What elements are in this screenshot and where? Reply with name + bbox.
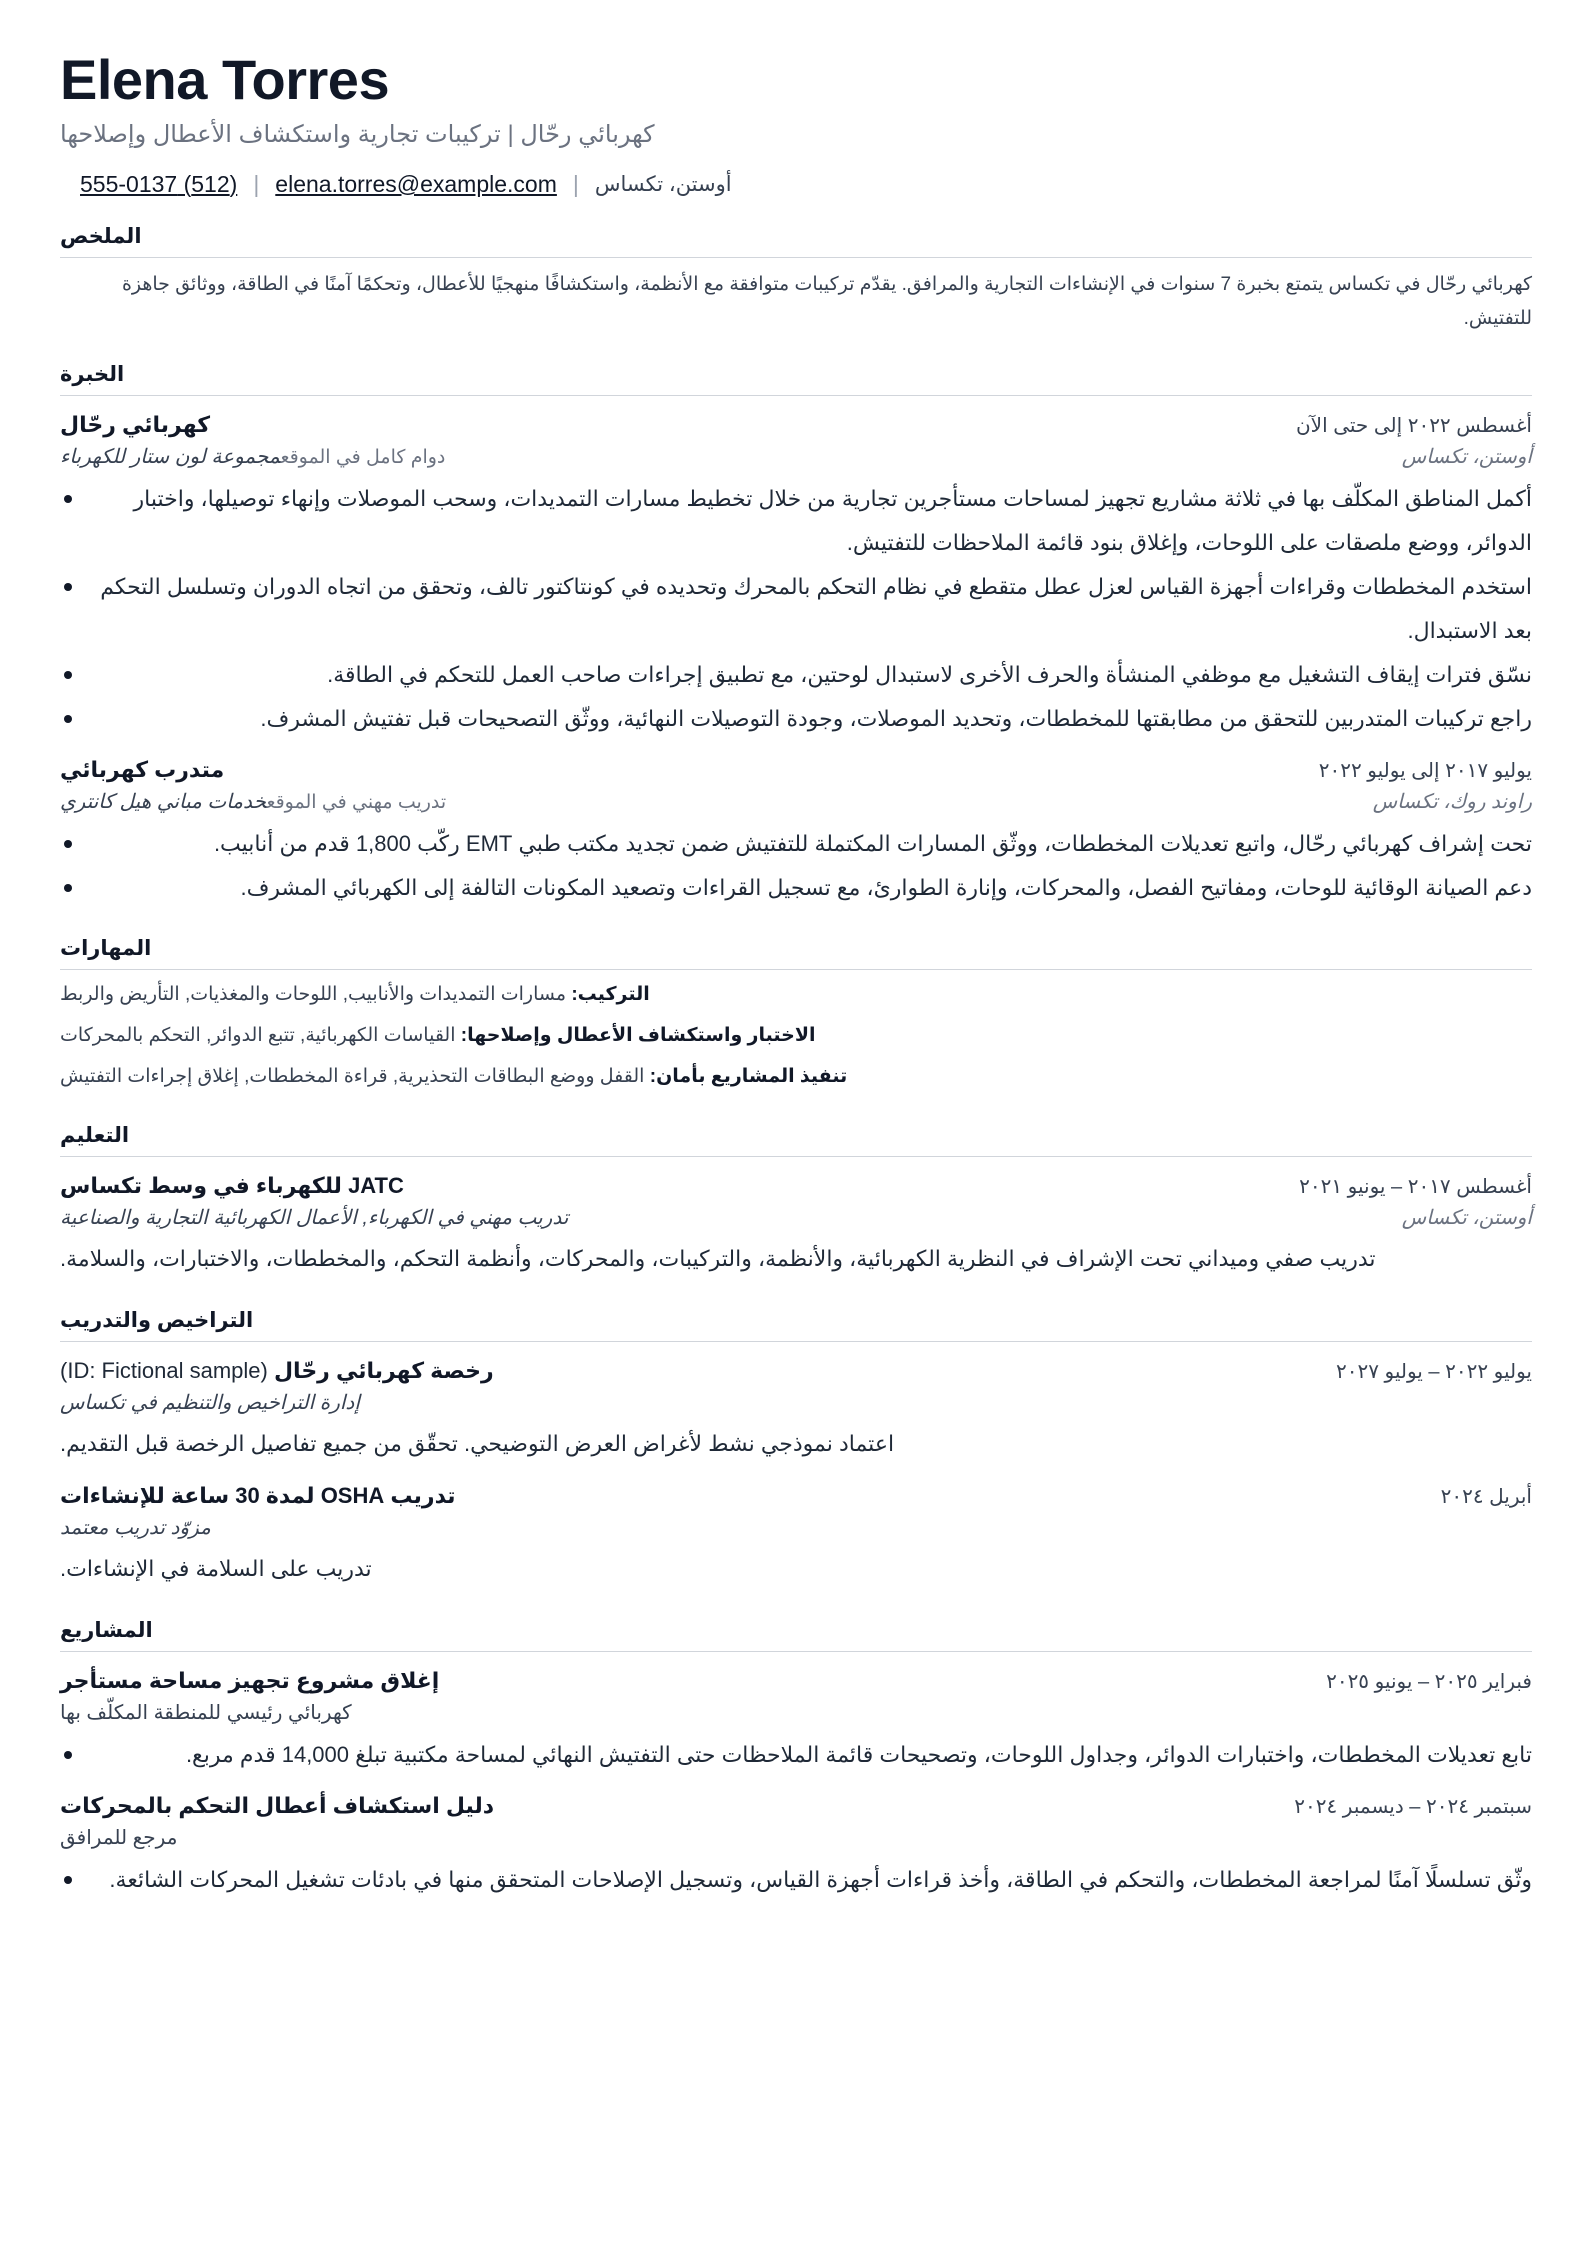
job-location: راوند روك، تكساس bbox=[1372, 791, 1532, 813]
job-bullets bbox=[60, 477, 1532, 741]
project-title: دليل استكشاف أعطال التحكم بالمحركات bbox=[60, 1793, 495, 1818]
education-section bbox=[60, 1123, 1532, 1282]
license-title-line bbox=[60, 1358, 494, 1384]
list-item: دعم الصيانة الوقائية للوحات، ومفاتيح الفصل، والمحركات، وإنارة الطوارئ، مع تسجيل القراءات وتصعيد المكونات التالفة إلى الكهربائي المشرف. bbox=[60, 866, 1532, 910]
license-issuer: إدارة التراخيص والتنظيم في تكساس bbox=[60, 1392, 360, 1414]
employer-line bbox=[60, 789, 446, 814]
list-item: راجع تركيبات المتدربين للتحقق من مطابقتها للمخططات، وتحديد الموصلات، وجودة التوصيلات النهائية، ووثّق التصحيحات قبل تفتيش المشرف. bbox=[60, 697, 1532, 741]
list-item: وثّق تسلسلًا آمنًا لمراجعة المخططات، والتحكم في الطاقة، وأخذ قراءات أجهزة القياس، وتسجيل الإصلاحات المتحقق منها في بادئات تشغيل المحركات الشائعة. bbox=[60, 1858, 1532, 1902]
skill-text: القياسات الكهربائية, تتبع الدوائر, التحكم بالمحركات bbox=[60, 1025, 456, 1046]
license-id: (ID: Fictional sample) bbox=[60, 1358, 268, 1383]
section-title: التراخيص والتدريب bbox=[60, 1308, 1532, 1342]
skill-row bbox=[60, 1015, 1532, 1056]
experience-section bbox=[60, 362, 1532, 910]
experience-entry bbox=[60, 412, 1532, 741]
employment-type: دوام كامل في الموقع bbox=[280, 447, 446, 468]
license-entry bbox=[60, 1483, 1532, 1592]
list-item: استخدم المخططات وقراءات أجهزة القياس لعزل عطل متقطع في نظام التحكم بالمحرك وتحديده في كونتاكتور تالف، وتحقق من اتجاه الدوران وتسلسل التحكم بعد الاستبدال. bbox=[60, 565, 1532, 653]
education-date: أغسطس ٢٠١٧ – يونيو ٢٠٢١ bbox=[1299, 1176, 1532, 1198]
skills-section bbox=[60, 936, 1532, 1097]
licenses-section bbox=[60, 1308, 1532, 1592]
projects-section bbox=[60, 1618, 1532, 1902]
license-issuer: مزوّد تدريب معتمد bbox=[60, 1517, 211, 1539]
license-date: أبريل ٢٠٢٤ bbox=[1440, 1486, 1532, 1508]
license-title: رخصة كهربائي رحّال bbox=[273, 1358, 494, 1383]
skill-row bbox=[60, 974, 1532, 1015]
employer-line bbox=[60, 444, 445, 469]
license-date: يوليو ٢٠٢٢ – يوليو ٢٠٢٧ bbox=[1335, 1361, 1532, 1383]
section-title: المهارات bbox=[60, 936, 1532, 970]
employment-type: تدريب مهني في الموقع bbox=[266, 792, 447, 813]
project-role: كهربائي رئيسي للمنطقة المكلّف بها bbox=[60, 1702, 352, 1724]
project-entry bbox=[60, 1668, 1532, 1777]
summary-text: كهربائي رحّال في تكساس يتمتع بخبرة 7 سنوات في الإنشاءات التجارية والمرافق. يقدّم تركيبات متوافقة مع الأنظمة، واستكشافًا منهجيًا للأعطال، وتحكمًا آمنًا في الطاقة، ووثائق جاهزة للتفتيش. bbox=[121, 274, 1532, 329]
project-role: مرجع للمرافق bbox=[60, 1827, 178, 1849]
project-bullets bbox=[60, 1733, 1532, 1777]
education-description: تدريب صفي وميداني تحت الإشراف في النظرية الكهربائية، والأنظمة، والتركيبات، والمحركات، وأنظمة التحكم، والمخططات، والاختبارات، والسلامة. bbox=[60, 1246, 1376, 1271]
contact-separator: | bbox=[572, 171, 579, 197]
project-entry bbox=[60, 1793, 1532, 1902]
skill-label: الاختبار واستكشاف الأعطال وإصلاحها: bbox=[460, 1025, 816, 1046]
section-title: التعليم bbox=[60, 1123, 1532, 1157]
job-title: كهربائي رحّال bbox=[60, 412, 211, 437]
contact-separator: | bbox=[253, 171, 260, 197]
skill-text: مسارات التمديدات والأنابيب, اللوحات والمغذيات, التأريض والربط bbox=[60, 984, 567, 1005]
project-date: سبتمبر ٢٠٢٤ – ديسمبر ٢٠٢٤ bbox=[1294, 1796, 1532, 1818]
employer-name: مجموعة لون ستار للكهرباء bbox=[60, 446, 281, 468]
education-entry bbox=[60, 1173, 1532, 1282]
project-bullets bbox=[60, 1858, 1532, 1902]
skill-text: القفل ووضع البطاقات التحذيرية, قراءة المخططات, إغلاق إجراءات التفتيش bbox=[60, 1066, 645, 1087]
section-title: المشاريع bbox=[60, 1618, 1532, 1652]
license-description: تدريب على السلامة في الإنشاءات. bbox=[60, 1556, 372, 1581]
job-title: متدرب كهربائي bbox=[60, 757, 225, 782]
experience-entry bbox=[60, 757, 1532, 910]
section-title: الملخص bbox=[60, 224, 1532, 258]
license-description: اعتماد نموذجي نشط لأغراض العرض التوضيحي. تحقّق من جميع تفاصيل الرخصة قبل التقديم. bbox=[60, 1431, 895, 1456]
project-date: فبراير ٢٠٢٥ – يونيو ٢٠٢٥ bbox=[1326, 1671, 1532, 1693]
school-name: JATC للكهرباء في وسط تكساس bbox=[60, 1173, 404, 1198]
license-title: تدريب OSHA لمدة 30 ساعة للإنشاءات bbox=[60, 1483, 456, 1508]
contact-line bbox=[60, 171, 1532, 198]
list-item: تحت إشراف كهربائي رحّال، واتبع تعديلات المخططات، ووثّق المسارات المكتملة للتفتيش ضمن تجديد مكتب طبي EMT ركّب 1,800 قدم من أنابيب. bbox=[60, 822, 1532, 866]
job-date: يوليو ٢٠١٧ إلى يوليو ٢٠٢٢ bbox=[1318, 760, 1532, 782]
list-item: نسّق فترات إيقاف التشغيل مع موظفي المنشأة والحرف الأخرى لاستبدال لوحتين، مع تطبيق إجراءات صاحب العمل للتحكم في الطاقة. bbox=[60, 653, 1532, 697]
headline: كهربائي رحّال | تركيبات تجارية واستكشاف الأعطال وإصلاحها bbox=[60, 121, 655, 148]
section-title: الخبرة bbox=[60, 362, 1532, 396]
list-item: تابع تعديلات المخططات، واختبارات الدوائر، وجداول اللوحات، وتصحيحات قائمة الملاحظات حتى التفتيش النهائي لمساحة مكتبية تبلغ 14,000 قدم مربع. bbox=[60, 1733, 1532, 1777]
program-name: تدريب مهني في الكهرباء, الأعمال الكهربائية التجارية والصناعية bbox=[60, 1207, 569, 1229]
license-entry bbox=[60, 1358, 1532, 1467]
phone-link[interactable]: (512) 555-0137 bbox=[80, 171, 238, 197]
employer-name: خدمات مباني هيل كانتري bbox=[60, 791, 267, 813]
skill-label: تنفيذ المشاريع بأمان: bbox=[649, 1066, 848, 1087]
email-link[interactable]: elena.torres@example.com bbox=[275, 171, 557, 197]
list-item: أكمل المناطق المكلّف بها في ثلاثة مشاريع تجهيز لمساحات مستأجرين تجارية من خلال تخطيط مسارات التمديدات، وسحب الموصلات وإنهاء توصيلها، واختبار الدوائر، ووضع ملصقات على اللوحات، وإغلاق بنود قائمة الملاحظات للتفتيش. bbox=[60, 477, 1532, 565]
education-location: أوستن، تكساس bbox=[1401, 1207, 1532, 1229]
skill-label: التركيب: bbox=[571, 984, 650, 1005]
location-text: أوستن، تكساس bbox=[594, 173, 732, 196]
candidate-name: Elena Torres bbox=[60, 48, 390, 111]
summary-section bbox=[60, 224, 1532, 336]
project-title: إغلاق مشروع تجهيز مساحة مستأجر bbox=[60, 1668, 440, 1693]
job-location: أوستن، تكساس bbox=[1401, 446, 1532, 468]
job-date: أغسطس ٢٠٢٢ إلى حتى الآن bbox=[1295, 415, 1532, 437]
job-bullets bbox=[60, 822, 1532, 910]
skill-row bbox=[60, 1056, 1532, 1097]
